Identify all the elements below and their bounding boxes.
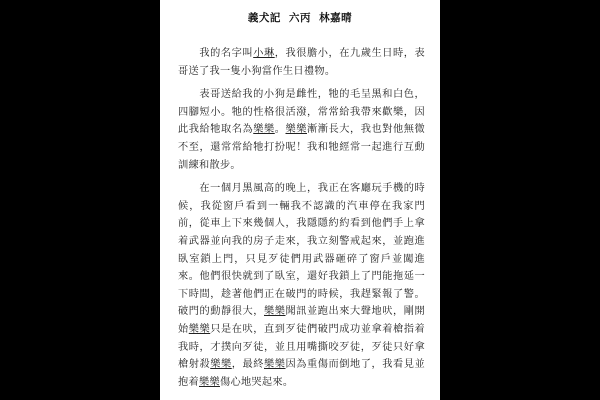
text-segment: 我的名字叫 xyxy=(199,48,254,59)
paragraph-1 xyxy=(178,45,425,80)
name-underlined: 樂樂 xyxy=(198,376,220,388)
name-underlined: 樂樂 xyxy=(253,124,275,136)
essay-body xyxy=(178,45,425,391)
document-title xyxy=(160,10,440,25)
name-underlined: 樂樂 xyxy=(264,359,286,371)
class-label: 六丙 xyxy=(289,12,311,24)
document-page xyxy=(160,0,440,400)
text-segment: 傷心地哭起來。 xyxy=(219,376,294,388)
text-segment: ，我很膽小，在九歲生日時，表哥送了我一隻小狗當作生日禮物。 xyxy=(178,48,425,77)
text-segment: 只是在吠，直到歹徒們破門成功並拿着槍指着我時，才撲向歹徒，並且用嘴撕咬歹徒，歹徒只好拿槍射殺 xyxy=(178,323,425,371)
text-segment: 因為重傷而倒地了，我看見並抱着 xyxy=(178,359,425,388)
text-segment: 表哥送給我的小狗是雌性，牠的毛呈黑和白色，四腳短小。牠的性格很活潑，常常給我帶來歡樂，因此我給牠取名為 xyxy=(178,89,425,136)
author-name: 林嘉晴 xyxy=(319,12,353,24)
text-segment: 在一個月黑風高的晚上，我正在客廳玩手機的時候，我從窗戶看到一輛我不認識的汽車停在我家門前，從車上下來幾個人，我隱隱約約看到他們手上拿着武器並向我的房子走來，我立刻警戒起來，並跑進臥室鎖上門，只見歹徒們用武器砸碎了窗戶並闖進來。他們很快就到了臥室，還好我鎖上了門能拖延一下時間，趁著他們正在破門的時候，我趕緊報了警。破門的動靜很大， xyxy=(178,183,425,318)
text-segment: 漸漸長大，我也對他無微不至，還常常給牠打扮呢！我和牠經常一起進行互動訓練和散步。 xyxy=(178,124,425,171)
text-segment: 聞訊並跑出來大聲地吠，剛開始 xyxy=(178,306,425,335)
text-segment: ，最終 xyxy=(231,359,264,371)
name-underlined: 樂樂 xyxy=(285,124,307,136)
paragraph-3 xyxy=(178,180,425,391)
text-segment: 。 xyxy=(274,124,286,136)
essay-title: 義犬記 xyxy=(247,12,281,24)
name-underlined: 小琳 xyxy=(253,48,275,59)
name-underlined: 樂樂 xyxy=(188,323,211,335)
name-underlined: 樂樂 xyxy=(264,306,286,318)
paragraph-2 xyxy=(178,86,425,174)
name-underlined: 樂樂 xyxy=(210,359,232,371)
